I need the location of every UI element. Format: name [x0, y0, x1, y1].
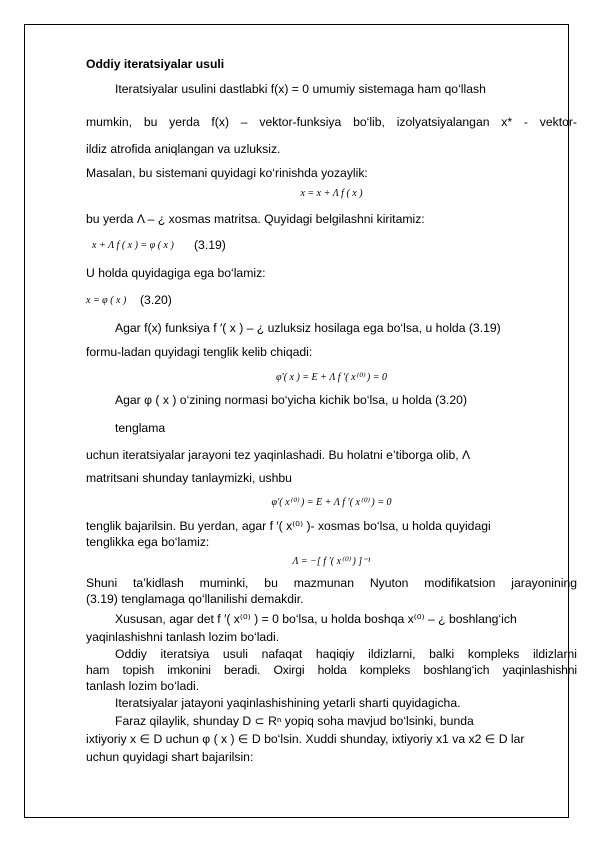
paragraph-line: (3.19) tenglamaga qo‘llanilishi demakdir. [86, 592, 304, 606]
equation: φ′( x⁽⁰⁾ ) = E + Λ f ′( x⁽⁰⁾ ) = 0 [271, 497, 392, 508]
paragraph-line: formu-ladan quyidagi tenglik kelib chiqadi: [86, 345, 313, 359]
paragraph-line: matritsani shunday tanlaymizki, ushbu [86, 471, 292, 485]
paragraph-line: Masalan, bu sistemani quyidagi ko‘rinishda yozaylik: [86, 166, 368, 180]
paragraph-line: uchun quyidagi shart bajarilsin: [86, 750, 254, 764]
paragraph-line: ham topish imkonini beradi. Oxirgi holda kompleks boshlang‘ich yaqinlashishni [86, 663, 577, 677]
paragraph-line: U holda quyidagiga ega bo‘lamiz: [86, 266, 266, 280]
equation: φ′( x ) = E + Λ f ′( x⁽⁰⁾ ) = 0 [275, 372, 387, 383]
paragraph-line: mumkin, bu yerda f(x) – vektor-funksiya bo‘lib, izolyatsiyalangan x* - vektor- [86, 115, 577, 129]
paragraph-line: Agar φ ( x ) o‘zining normasi bo‘yicha kichik bo‘lsa, u holda (3.20) [115, 393, 468, 407]
paragraph-line: Iteratsiyalar usulini dastlabki f(x) = 0 umumiy sistemaga ham qo‘llash [115, 82, 486, 96]
paragraph-line: Oddiy iteratsiya usuli nafaqat haqiqiy ildizlarni, balki kompleks ildizlarni [115, 647, 577, 661]
paragraph-line: tenglik bajarilsin. Bu yerdan, agar f ′( x⁽⁰⁾ )- xosmas bo‘lsa, u holda quyidagi [86, 519, 491, 533]
paragraph-line: Xususan, agar det f ′( x⁽⁰⁾ ) = 0 bo‘lsa, u holda boshqa x⁽⁰⁾ – ¿ boshlang‘ich [115, 612, 517, 626]
equation: x + Λ f ( x ) = φ ( x ) [92, 240, 174, 251]
paragraph-line: Shuni ta’kidlash muminki, bu mazmunan Nyuton modifikatsion jarayonining [86, 576, 577, 590]
equation: Λ = −[ f ′( x⁽⁰⁾ ) ]⁻¹ [292, 556, 371, 567]
equation: x = x + Λ f ( x ) [300, 188, 363, 199]
paragraph-line: ixtiyoriy x ∈ D uchun φ ( x ) ∈ D bo‘lsin. Xuddi shunday, ixtiyoriy x1 va x2 ∈ D lar [86, 732, 525, 746]
paragraph-line: ildiz atrofida aniqlangan va uzluksiz. [86, 142, 281, 156]
paragraph-line: yaqinlashishni tanlash lozim bo‘ladi. [86, 630, 280, 644]
paragraph-line: Faraz qilaylik, shunday D ⊂ Rⁿ yopiq soha mavjud bo‘lsinki, bunda [115, 714, 474, 728]
paragraph-line: tanlash lozim bo‘ladi. [86, 679, 200, 693]
paragraph-line: Iteratsiyalar jatayoni yaqinlashishining yetarli sharti quyidagicha. [115, 696, 461, 710]
paragraph-line: uchun iteratsiyalar jarayoni tez yaqinlashadi. Bu holatni e’tiborga olib, Λ [86, 448, 471, 462]
section-heading: Oddiy iteratsiyalar usuli [86, 57, 225, 71]
paragraph-line: Agar f(x) funksiya f ′( x ) – ¿ uzluksiz hosilaga ega bo‘lsa, u holda (3.19) [115, 321, 501, 335]
equation: x = φ ( x ) [86, 295, 127, 306]
equation-number: (3.20) [140, 293, 172, 307]
paragraph-line: bu yerda Λ – ¿ xosmas matritsa. Quyidagi belgilashni kiritamiz: [86, 212, 425, 226]
equation-number: (3.19) [194, 238, 226, 252]
paragraph-line: tenglikka ega bo‘lamiz: [86, 535, 210, 549]
paragraph-line: tenglama [115, 421, 166, 435]
